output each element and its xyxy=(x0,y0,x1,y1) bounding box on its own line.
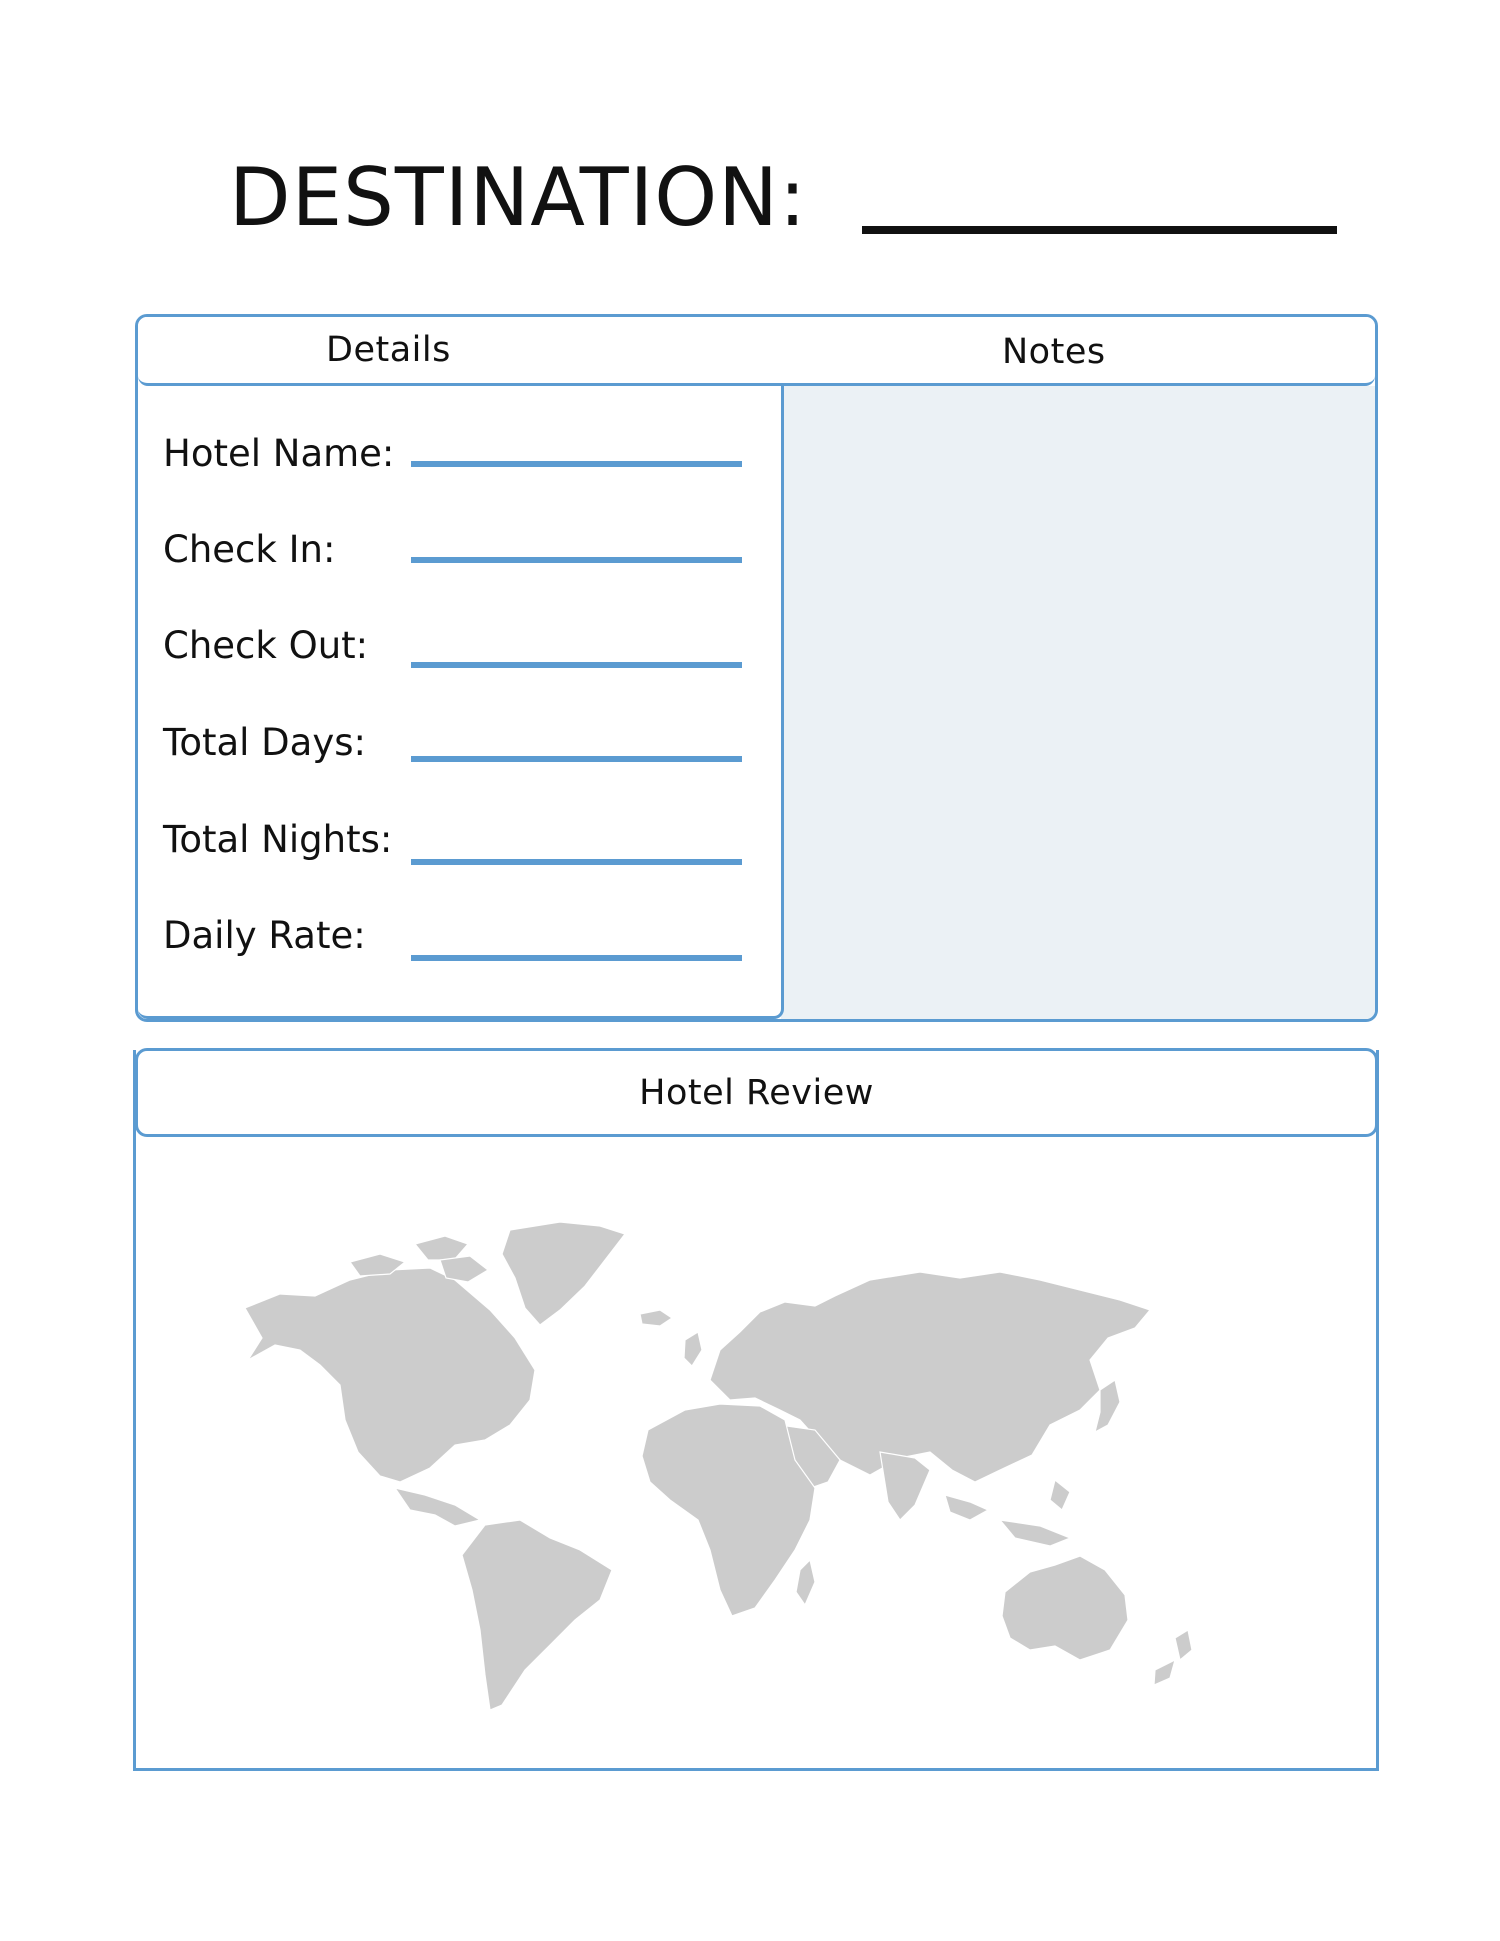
details-notes-header xyxy=(138,317,1375,386)
notes-header: Notes xyxy=(1002,332,1106,372)
world-map xyxy=(240,1220,1240,1720)
daily-rate-line[interactable] xyxy=(411,955,742,961)
page-title: DESTINATION: xyxy=(229,151,807,244)
field-label-check-out: Check Out: xyxy=(163,624,369,667)
hotel-review-header xyxy=(135,1048,1378,1137)
field-label-total-days: Total Days: xyxy=(163,721,366,764)
details-header: Details xyxy=(326,330,451,370)
field-label-total-nights: Total Nights: xyxy=(163,818,393,861)
check-out-line[interactable] xyxy=(411,662,742,668)
field-label-check-in: Check In: xyxy=(163,528,336,571)
check-in-line[interactable] xyxy=(411,557,742,563)
field-label-hotel-name: Hotel Name: xyxy=(163,432,395,475)
total-nights-line[interactable] xyxy=(411,859,742,865)
field-label-daily-rate: Daily Rate: xyxy=(163,914,366,957)
hotel-name-line[interactable] xyxy=(411,461,742,467)
total-days-line[interactable] xyxy=(411,756,742,762)
notes-area[interactable] xyxy=(781,386,1375,1019)
hotel-review-title: Hotel Review xyxy=(639,1073,874,1113)
destination-blank-line[interactable] xyxy=(862,226,1337,234)
